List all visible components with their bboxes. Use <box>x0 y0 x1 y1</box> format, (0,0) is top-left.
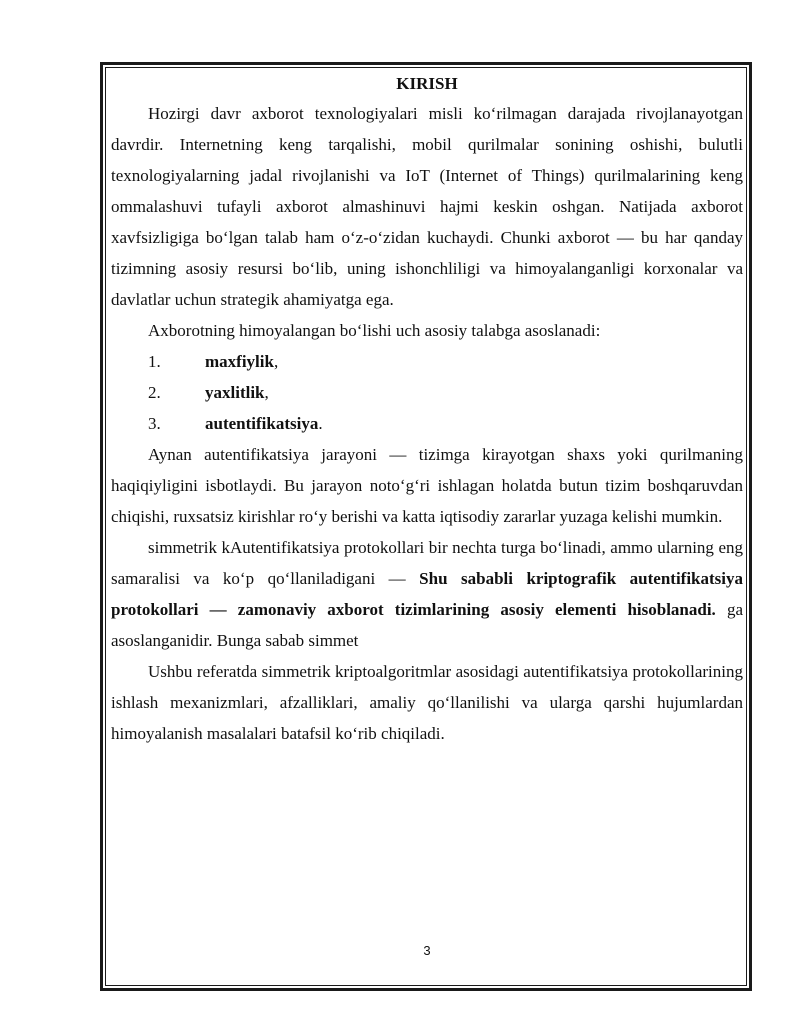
page-number: 3 <box>423 943 431 958</box>
protocols-text-before: simmetrik kAutentifikatsiya protokollari bir nechta turga bo‘linadi, ammo ularning eng samaralisi va ko‘p qo‘llaniladigani — <box>111 538 743 588</box>
protocols-paragraph <box>111 532 743 656</box>
list-number: 3. <box>148 414 161 433</box>
list-item <box>111 346 743 377</box>
list-number: 2. <box>148 383 161 402</box>
list-punct: . <box>318 414 323 433</box>
requirements-paragraph: Axborotning himoyalangan bo‘lishi uch asosiy talabga asoslanadi: <box>148 321 601 340</box>
list-number: 1. <box>148 352 161 371</box>
list-term: maxfiylik <box>205 352 274 371</box>
protocols-text-bold: Shu sababli kriptografik autentifikatsiya protokollari — zamonaviy axborot tizimlarining asosiy elementi hisoblanadi. <box>111 569 744 619</box>
list-term: yaxlitlik <box>205 383 265 402</box>
list-item <box>111 377 743 408</box>
intro-paragraph: Hozirgi davr axborot texnologiyalari misli ko‘rilmagan darajada rivojlanayotgan davrdir. Internetning keng tarqalishi, mobil qurilmalar sonining oshishi, bulutli texnologiyalarning jadal rivojlanishi va IoT (Internet of Things) qurilmalarining keng ommalashuvi tufayli axborot almashinuvi hajmi keskin oshgan. Natijada axborot xavfsizligiga bo‘lgan talab ham o‘z-o‘zidan kuchaydi. Chunki axborot — bu har qanday tizimning asosiy resursi bo‘lib, uning ishonchliligi va himoyalanganligi korxonalar va davlatlar uchun strategik ahamiyatga ega. <box>111 104 743 309</box>
authentication-paragraph: Aynan autentifikatsiya jarayoni — tizimga kirayotgan shaxs yoki qurilmaning haqiqiyligini isbotlaydi. Bu jarayon noto‘g‘ri ishlagan holatda butun tizim boshqaruvdan chiqishi, ruxsatsiz kirishlar ro‘y berishi va katta iqtisodiy zararlar yuzaga kelishi mumkin. <box>111 445 743 526</box>
list-term: autentifikatsiya <box>205 414 319 433</box>
document-body <box>111 70 743 749</box>
protocols-text-after: ga asoslanganidir. Bunga sabab simmet <box>111 600 743 650</box>
section-heading: KIRISH <box>396 74 458 93</box>
list-punct: , <box>264 383 269 402</box>
list-punct: , <box>273 352 279 371</box>
list-item <box>111 408 743 439</box>
summary-paragraph: Ushbu referatda simmetrik kriptoalgoritmlar asosidagi autentifikatsiya protokollarining ishlash mexanizmlari, afzalliklari, amaliy qo‘llanilishi va ularga qarshi hujumlardan himoyalanish masalalari batafsil ko‘rib chiqiladi. <box>111 662 743 743</box>
